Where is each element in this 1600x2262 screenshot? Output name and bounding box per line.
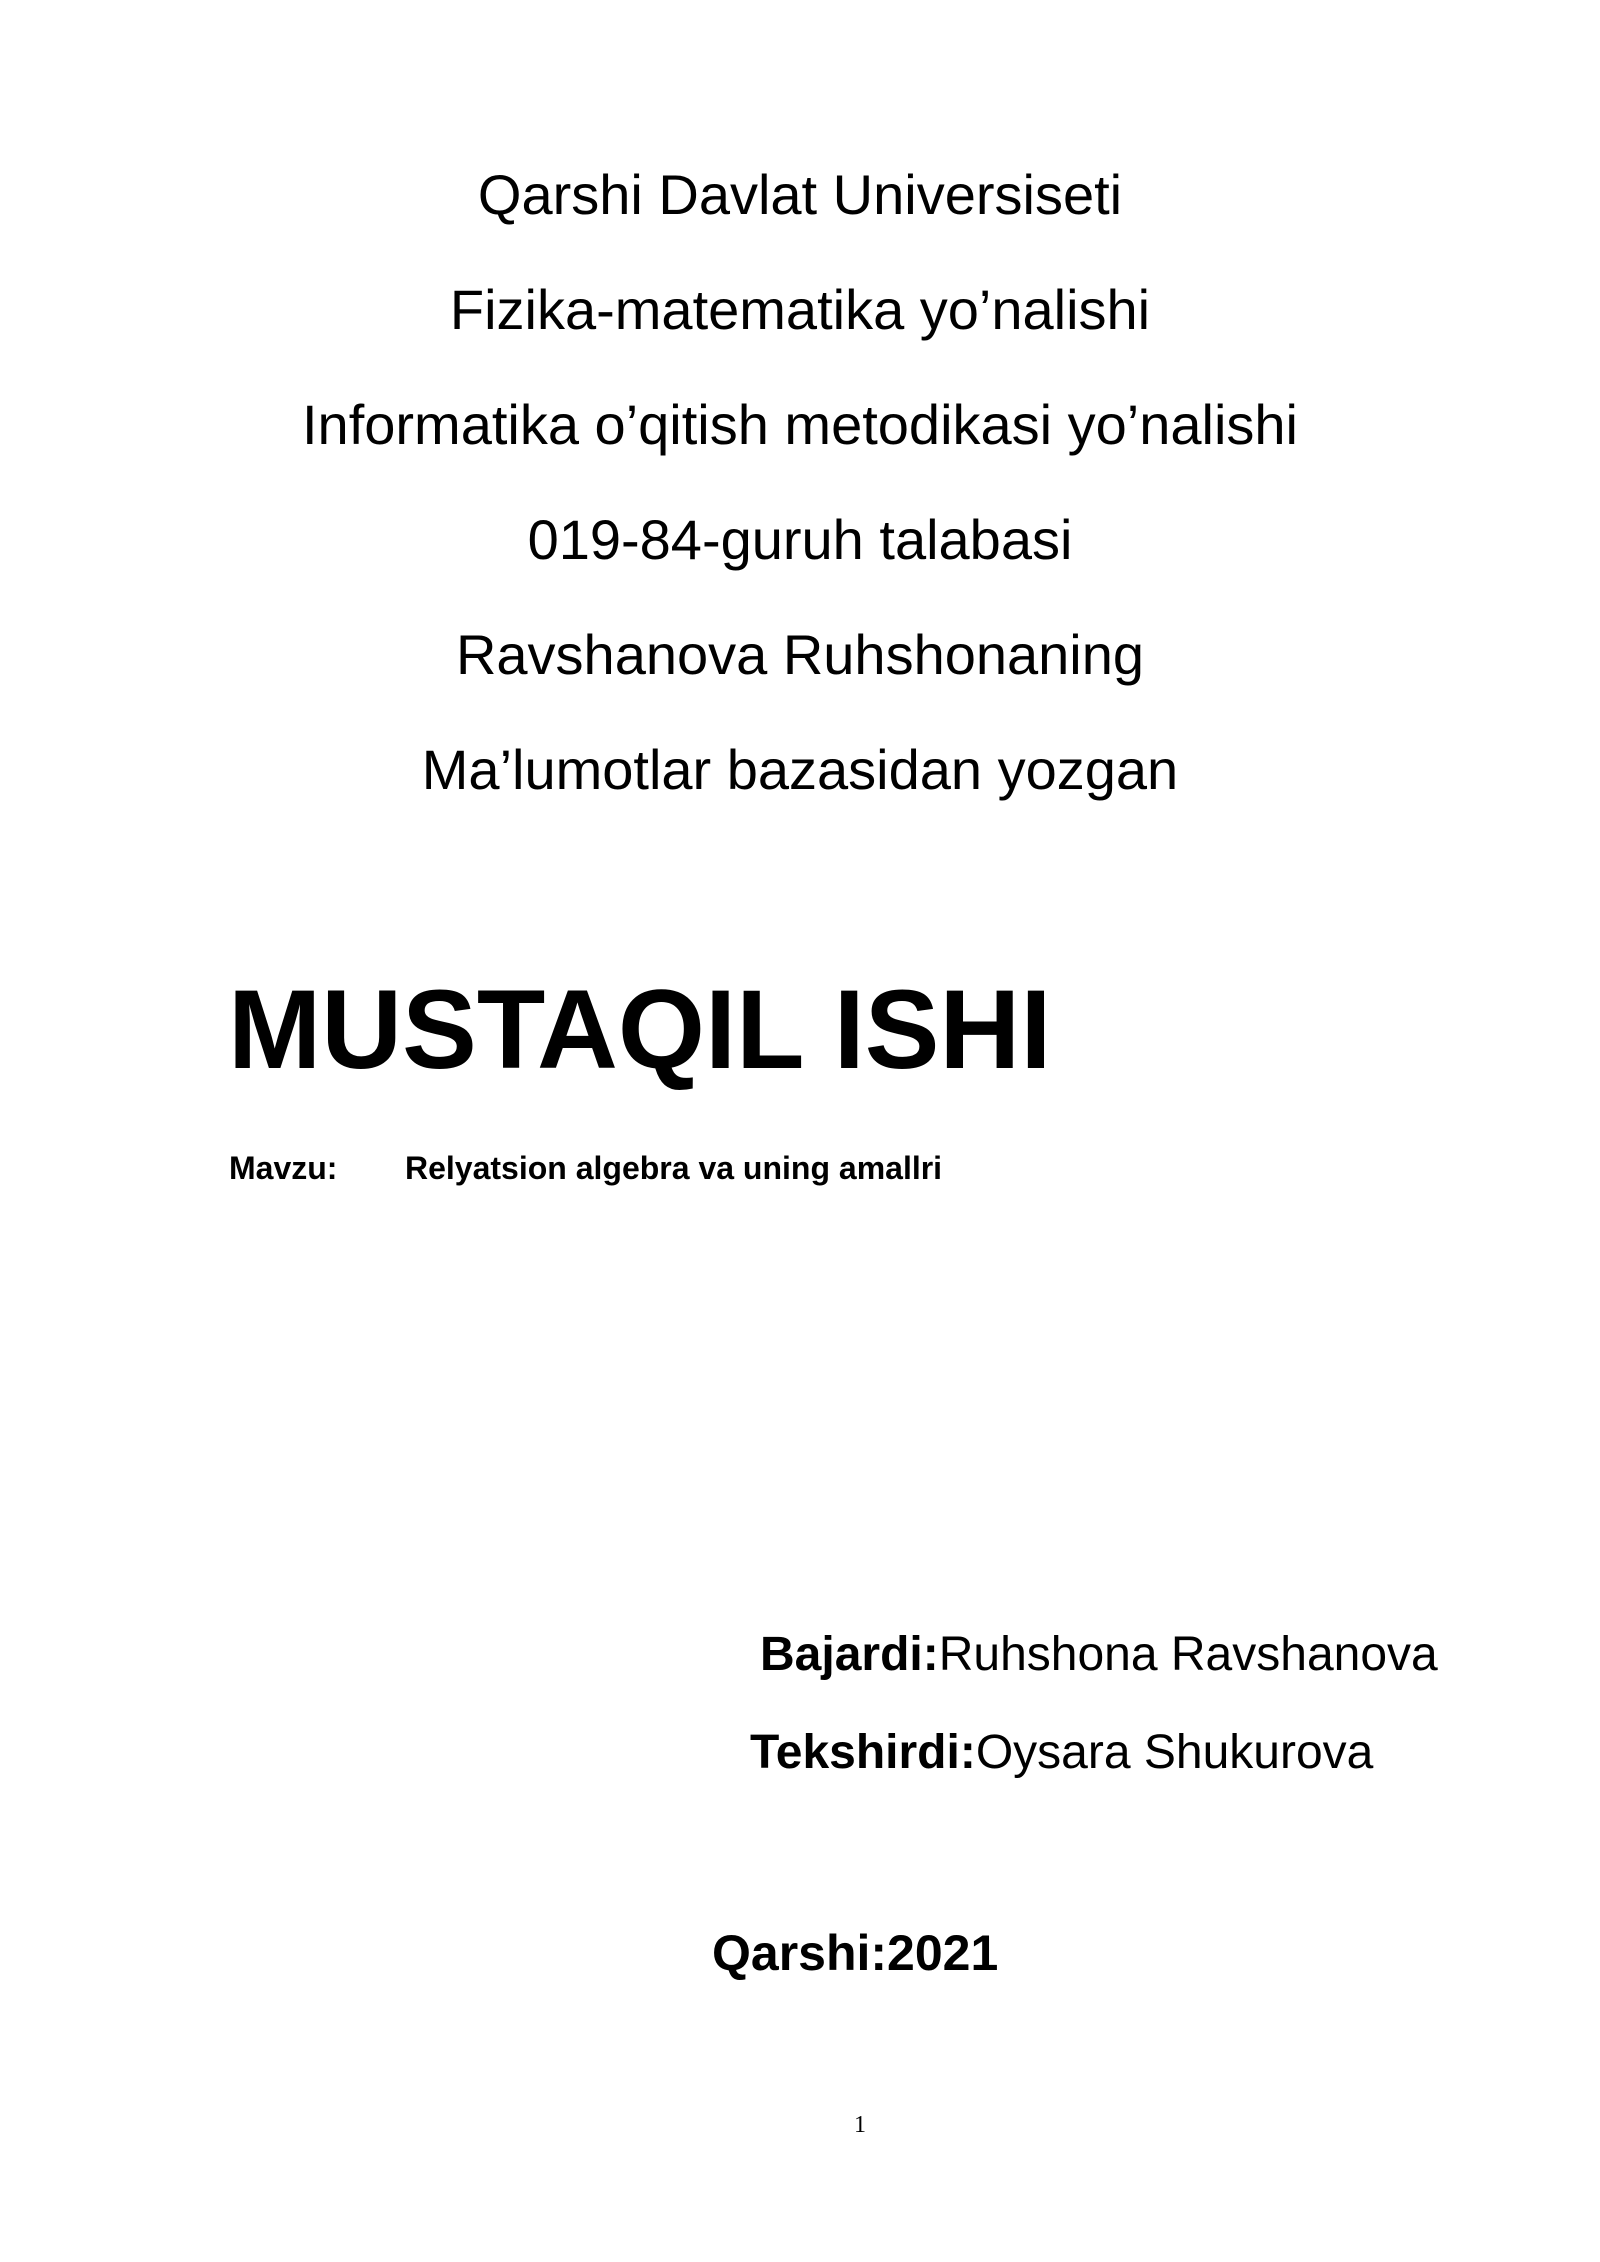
department-name: Informatika o’qitish metodikasi yo’nalishi xyxy=(302,393,1298,456)
subject-line: Ma’lumotlar bazasidan yozgan xyxy=(421,738,1179,801)
checked-by-name: Oysara Shukurova xyxy=(975,1726,1374,1779)
performed-by-label: Bajardi: xyxy=(760,1628,939,1681)
topic-label: Mavzu: xyxy=(229,1150,338,1186)
performed-by-line xyxy=(760,1625,1438,1685)
performed-by-name: Ruhshona Ravshanova xyxy=(938,1628,1438,1681)
place-and-year: Qarshi:2021 xyxy=(712,1925,999,1981)
student-name: Ravshanova Ruhshonaning xyxy=(455,623,1145,686)
university-name: Qarshi Davlat Universiseti xyxy=(477,163,1123,226)
document-title: MUSTAQIL ISHI xyxy=(228,967,1052,1092)
checked-by-label: Tekshirdi: xyxy=(750,1726,976,1779)
checked-by-line xyxy=(750,1723,1373,1783)
page-number: 1 xyxy=(854,2112,866,2138)
faculty-name: Fizika-matematika yo’nalishi xyxy=(449,278,1151,341)
topic-value: Relyatsion algebra va uning amallri xyxy=(405,1150,943,1186)
student-group: 019-84-guruh talabasi xyxy=(527,508,1073,571)
